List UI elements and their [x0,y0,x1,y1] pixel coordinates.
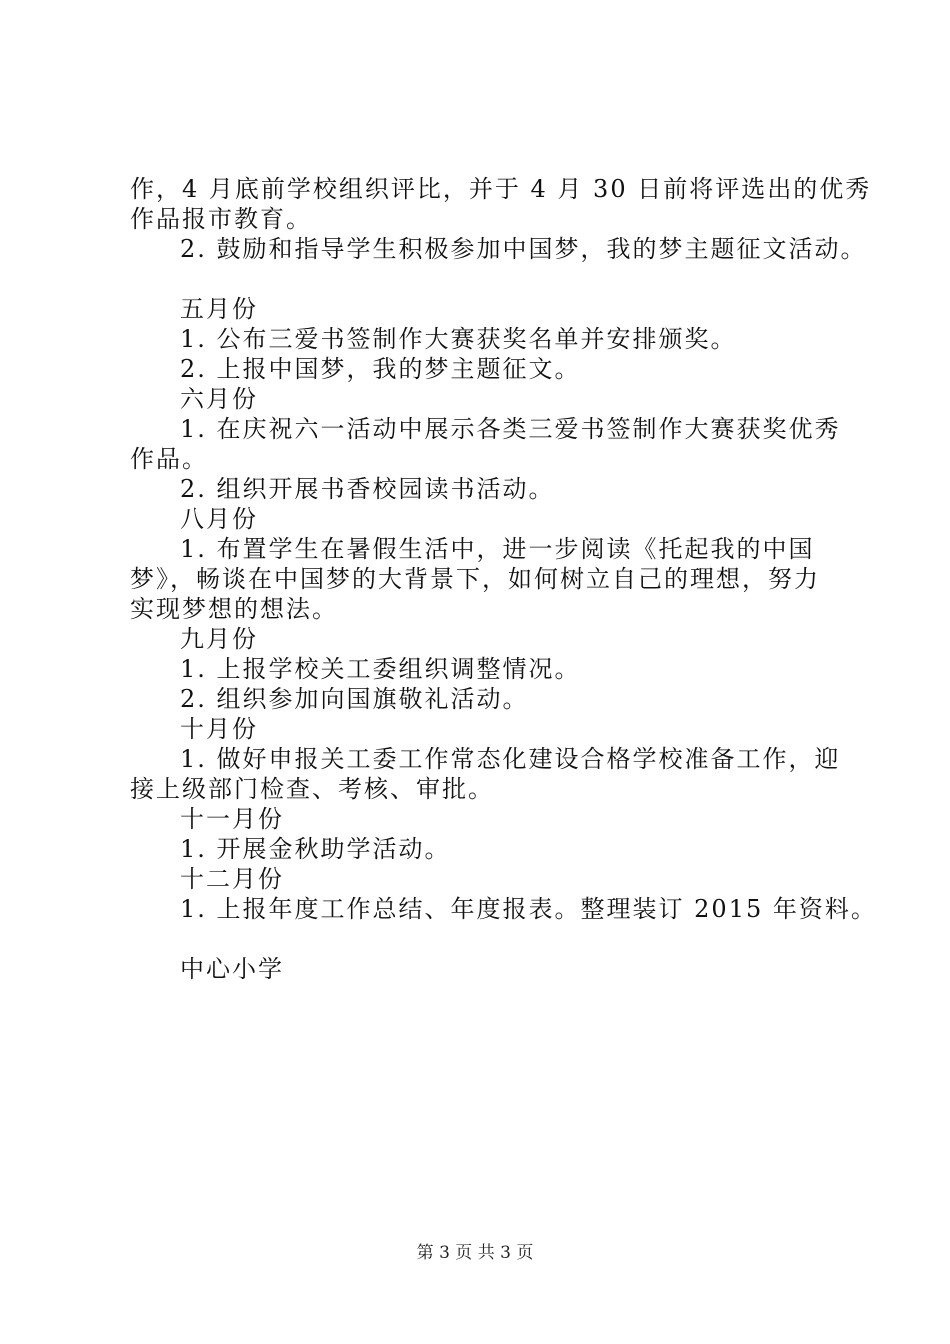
may-heading: 五月份 [180,295,258,323]
may-item-1: 1. 公布三爱书签制作大赛获奖名单并安排颁奖。 [180,325,737,353]
june-item-1-line-2: 作品。 [130,445,208,473]
may-item-2: 2. 上报中国梦，我的梦主题征文。 [180,355,581,383]
september-heading: 九月份 [180,625,258,653]
september-item-2: 2. 组织参加向国旗敬礼活动。 [180,685,529,713]
december-item-1: 1. 上报年度工作总结、年度报表。整理装订 2015 年资料。 [180,895,877,923]
august-item-1-line-1: 1. 布置学生在暑假生活中，进一步阅读《托起我的中国 [180,535,815,563]
september-item-1: 1. 上报学校关工委组织调整情况。 [180,655,581,683]
august-item-1-line-2: 梦》，畅谈在中国梦的大背景下，如何树立自己的理想，努力 [130,565,820,593]
signature: 中心小学 [180,955,284,983]
april-paragraph-line-1: 作，4 月底前学校组织评比，并于 4 月 30 日前将评选出的优秀 [130,175,872,203]
august-heading: 八月份 [180,505,258,533]
page-footer [0,1242,950,1264]
april-item-2: 2. 鼓励和指导学生积极参加中国梦，我的梦主题征文活动。 [180,235,867,263]
june-item-1-line-1: 1. 在庆祝六一活动中展示各类三爱书签制作大赛获奖优秀 [180,415,841,443]
november-item-1: 1. 开展金秋助学活动。 [180,835,451,863]
october-heading: 十月份 [180,715,258,743]
april-paragraph-line-2: 作品报市教育。 [130,205,312,233]
december-heading: 十二月份 [180,865,284,893]
page-number-label: 第 3 页 共 3 页 [416,1243,534,1263]
document-body [130,174,877,984]
october-item-1-line-1: 1. 做好申报关工委工作常态化建设合格学校准备工作，迎 [180,745,841,773]
november-heading: 十一月份 [180,805,284,833]
june-heading: 六月份 [180,385,258,413]
june-item-2: 2. 组织开展书香校园读书活动。 [180,475,555,503]
august-item-1-line-3: 实现梦想的想法。 [130,595,338,623]
october-item-1-line-2: 接上级部门检查、考核、审批。 [130,775,494,803]
